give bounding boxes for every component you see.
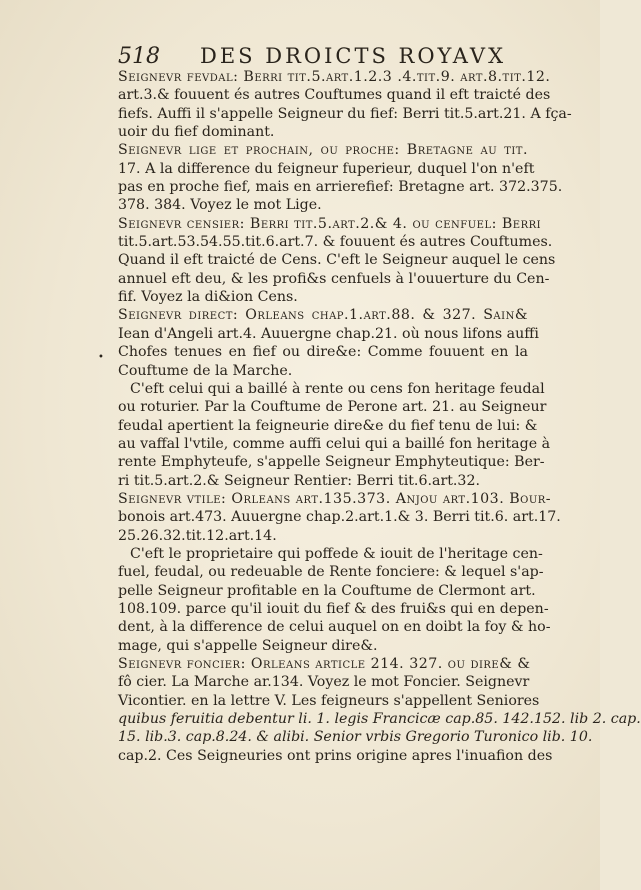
text-line: 15. lib.3. cap.8.24. & alibi. Senior vrbis Gregorio Turonico lib. 10.	[118, 729, 593, 746]
text-line: annuel eft deu, & les profi&s cenfuels à l'ouuerture du Cen-	[118, 270, 550, 287]
text-line: Seignevr direct: Orleans chap.1.art.88. & 327. Sain&	[118, 307, 528, 324]
text-line: ou roturier. Par la Couftume de Perone art. 21. au Seigneur	[118, 399, 547, 416]
text-line: rente Emphyteufe, s'appelle Seigneur Emphyteutique: Ber-	[118, 454, 545, 471]
text-line: 108.109. parce qu'il iouit du fief & des frui&s qui en depen-	[118, 600, 549, 617]
text-line: fiefs. Auffi il s'appelle Seigneur du fief: Berri tit.5.art.21. A fça-	[118, 105, 572, 122]
text-line: Seignevr foncier: Orleans article 214. 327. ou dire& &	[118, 656, 531, 672]
text-line: 378. 384. Voyez le mot Lige.	[118, 197, 322, 214]
text-line: dent, à la difference de celui auquel on en doibt la foy & ho-	[118, 619, 551, 636]
text-line: ri tit.5.art.2.& Seigneur Rentier: Berri tit.6.art.32.	[118, 472, 480, 489]
text-line: feudal apertient la feigneurie dire&e du fief tenu de lui: &	[118, 417, 538, 434]
text-line: Seignevr fevdal: Berri tit.5.art.1.2.3 .4.tit.9. art.8.tit.12.	[118, 69, 551, 85]
text-line: pelle Seigneur profitable en la Couftume de Clermont art.	[118, 582, 536, 599]
text-line: fuel, feudal, ou redeuable de Rente fonciere: & lequel s'ap-	[118, 564, 544, 581]
text-line: Seignevr lige et prochain, ou proche: Bretagne au tit.	[118, 142, 528, 159]
text-line: tit.5.art.53.54.55.tit.6.art.7. & fouuent és autres Couftumes.	[118, 234, 553, 251]
text-line: uoir du fief dominant.	[118, 124, 275, 141]
text-line: 17. A la difference du feigneur fuperieur, duquel l'on n'eft	[118, 160, 535, 177]
text-line: Quand il eft traicté de Cens. C'eft le Seigneur auquel le cens	[118, 252, 556, 269]
body-text	[118, 68, 641, 765]
margin-mark: •	[98, 352, 104, 363]
text-line: cap.2. Ces Seigneuries ont prins origine apres l'inuafion des	[118, 747, 553, 764]
text-line: C'eft celui qui a baillé à rente ou cens fon heritage feudal	[130, 380, 545, 397]
text-line: Seignevr censier: Berri tit.5.art.2.& 4. ou cenfuel: Berri	[118, 215, 542, 232]
text-line: mage, qui s'appelle Seigneur dire&.	[118, 637, 378, 654]
page-number: 518	[118, 44, 160, 69]
text-line: Iean d'Angeli art.4. Auuergne chap.21. où nous lifons auffi	[118, 325, 539, 342]
text-line: fif. Voyez la di&ion Cens.	[118, 289, 298, 306]
text-line: Chofes tenues en fief ou dire&e: Comme fouuent en la	[118, 344, 528, 361]
text-line: C'eft le proprietaire qui poffede & iouit de l'heritage cen-	[130, 545, 543, 562]
text-line: fô cier. La Marche ar.134. Voyez le mot Foncier. Seignevr	[118, 674, 530, 691]
text-line: Seignevr vtile: Orleans art.135.373. Anjou art.103. Bour-	[118, 490, 552, 507]
text-line: Couftume de la Marche.	[118, 362, 293, 379]
text-line: 25.26.32.tit.12.art.14.	[118, 527, 277, 544]
running-title: DES DROICTS ROYAVX	[200, 44, 507, 68]
text-line: bonois art.473. Auuergne chap.2.art.1.& 3. Berri tit.6. art.17.	[118, 509, 561, 526]
text-line: pas en proche fief, mais en arrierefief: Bretagne art. 372.375.	[118, 179, 563, 196]
text-line: au vaffal l'vtile, comme auffi celui qui a baillé fon heritage à	[118, 435, 551, 452]
text-line: art.3.& fouuent és autres Couftumes quand il eft traicté des	[118, 87, 551, 104]
text-line: quibus feruitia debentur li. 1. legis Francicæ cap.85. 142.152. lib 2. cap.	[118, 711, 641, 728]
text-line: Vicontier. en la lettre V. Les feigneurs s'appellent Seniores	[118, 692, 540, 709]
